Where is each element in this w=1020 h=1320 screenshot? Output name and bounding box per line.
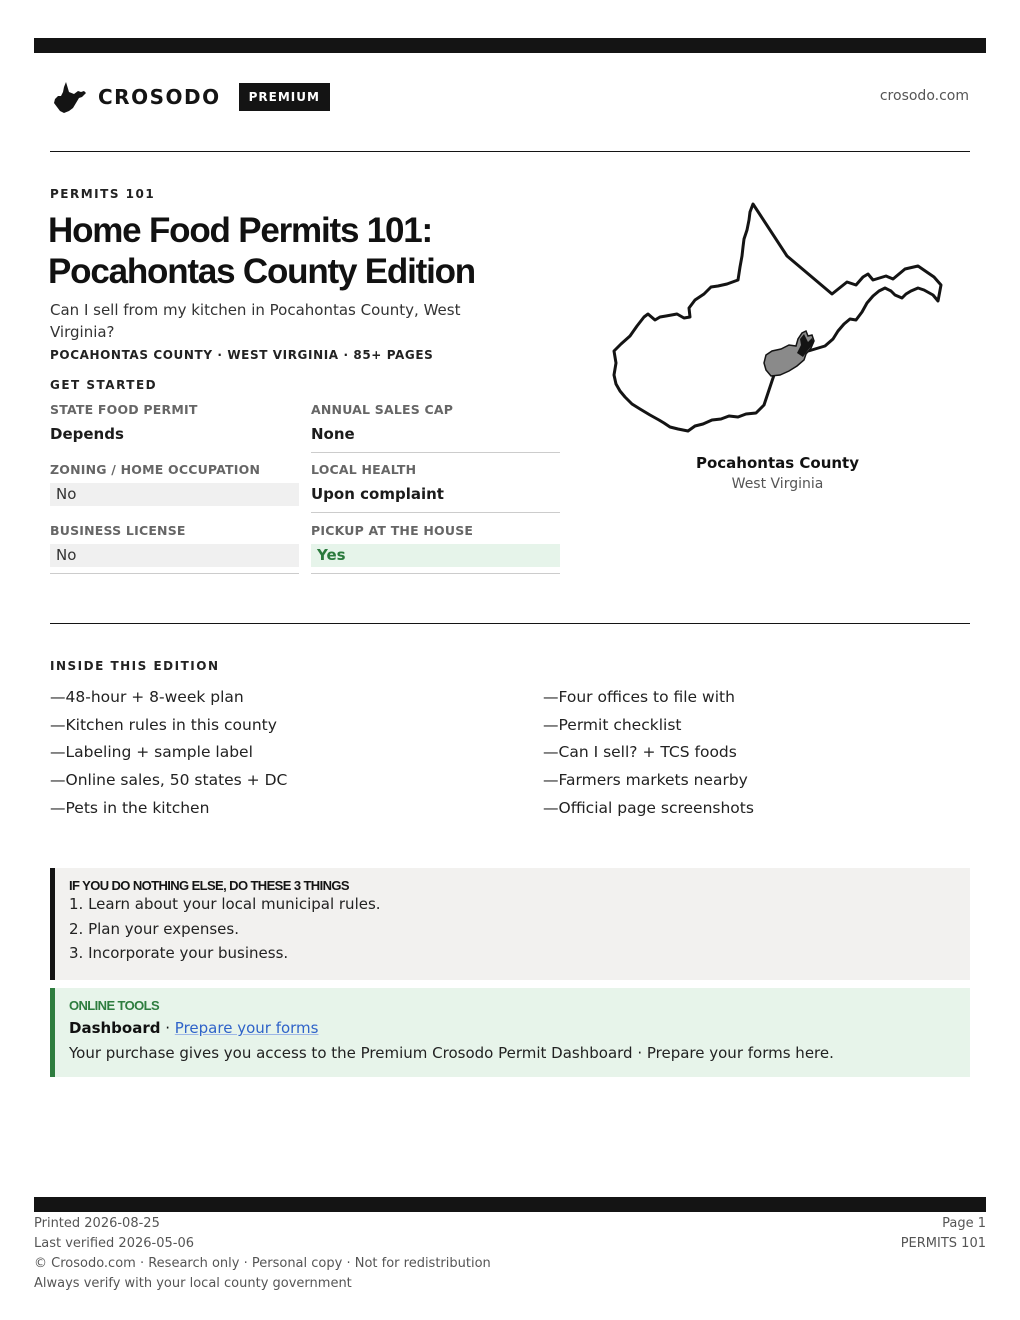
fact-zoning xyxy=(50,462,299,506)
state-boundary xyxy=(614,204,941,431)
fact-local-health xyxy=(311,462,560,513)
divider xyxy=(311,573,560,574)
footer-left xyxy=(34,1214,491,1294)
dashboard-line xyxy=(69,1019,970,1037)
must-do-callout xyxy=(50,868,970,980)
contents-item: —Online sales, 50 states + DC xyxy=(50,771,288,790)
section-kicker: PERMITS 101 xyxy=(50,187,156,201)
get-started-heading: GET STARTED xyxy=(50,378,158,392)
fact-value: Depends xyxy=(50,425,124,443)
map-state-label: West Virginia xyxy=(731,476,824,492)
copyright-notice: © Crosodo.com · Research only · Personal copy · Not for redistribution xyxy=(34,1256,491,1271)
contents-list-right xyxy=(543,686,754,824)
map-county-label: Pocahontas County xyxy=(695,454,860,472)
bottom-bar xyxy=(34,1197,986,1212)
contents-list-left xyxy=(50,686,287,824)
fact-label: ZONING / HOME OCCUPATION xyxy=(50,462,261,477)
footer-section: PERMITS 101 xyxy=(900,1236,986,1251)
contents-item: —Farmers markets nearby xyxy=(543,771,748,790)
west-virginia-outline xyxy=(600,195,950,445)
fact-state-food-permit xyxy=(50,402,299,446)
brand-header xyxy=(52,80,330,114)
top-bar xyxy=(34,38,986,53)
contents-item: —Can I sell? + TCS foods xyxy=(543,743,737,762)
site-url[interactable]: crosodo.com xyxy=(879,88,969,104)
title-line-2: Pocahontas County Edition xyxy=(48,252,475,291)
state-map xyxy=(600,195,950,445)
divider xyxy=(311,512,560,513)
printed-date: Printed 2026-08-25 xyxy=(34,1216,160,1231)
fact-pickup xyxy=(311,523,560,574)
contents-item: —Kitchen rules in this county xyxy=(50,715,277,734)
contents-item: —Pets in the kitchen xyxy=(50,798,210,817)
fact-business-license xyxy=(50,523,299,574)
page-title xyxy=(48,210,568,292)
section-divider xyxy=(50,623,970,624)
fact-label: LOCAL HEALTH xyxy=(311,462,417,477)
west-virginia-state-icon xyxy=(52,80,88,114)
page-subtitle: Can I sell from my kitchen in Pocahontas County, West Virginia? xyxy=(50,301,461,341)
callout-step: 3. Incorporate your business. xyxy=(69,944,289,962)
premium-badge: PREMIUM xyxy=(239,83,330,111)
fact-label: PICKUP AT THE HOUSE xyxy=(311,523,474,538)
fact-label: BUSINESS LICENSE xyxy=(50,523,186,538)
edition-meta: POCAHONTAS COUNTY · WEST VIRGINIA · 85+ PAGES xyxy=(50,348,434,362)
footer-right xyxy=(901,1214,986,1254)
header-divider xyxy=(50,151,970,152)
divider xyxy=(311,452,560,453)
fact-label: STATE FOOD PERMIT xyxy=(50,402,198,417)
callout-heading: ONLINE TOOLS xyxy=(69,998,160,1013)
separator: · xyxy=(160,1019,175,1037)
fact-value: Yes xyxy=(311,544,560,567)
divider xyxy=(50,573,299,574)
dashboard-description: Your purchase gives you access to the Premium Crosodo Permit Dashboard · Prepare your forms here. xyxy=(69,1044,834,1062)
contents-item: —Four offices to file with xyxy=(543,688,735,706)
verify-advice: Always verify with your local county government xyxy=(34,1276,352,1291)
fact-value: No xyxy=(50,544,299,567)
contents-item: —48-hour + 8-week plan xyxy=(50,688,244,706)
page-number: Page 1 xyxy=(942,1216,986,1231)
title-line-1: Home Food Permits 101: xyxy=(48,211,432,250)
contents-item: —Official page screenshots xyxy=(543,798,754,817)
contents-item: —Labeling + sample label xyxy=(50,743,253,762)
callout-step: 1. Learn about your local municipal rules. xyxy=(69,895,381,913)
inside-heading: INSIDE THIS EDITION xyxy=(50,659,220,673)
online-tools-callout xyxy=(50,988,970,1077)
verified-date: Last verified 2026-05-06 xyxy=(34,1236,194,1251)
brand-name: CROSODO xyxy=(98,85,221,109)
dashboard-label: Dashboard xyxy=(69,1019,161,1037)
fact-annual-sales-cap xyxy=(311,402,560,453)
fact-value: No xyxy=(50,483,299,506)
callout-heading: IF YOU DO NOTHING ELSE, DO THESE 3 THINGS xyxy=(69,878,349,893)
callout-step: 2. Plan your expenses. xyxy=(69,919,239,938)
contents-item: —Permit checklist xyxy=(543,715,682,734)
fact-value: None xyxy=(311,425,355,443)
fact-label: ANNUAL SALES CAP xyxy=(311,402,454,417)
fact-value: Upon complaint xyxy=(311,485,444,503)
prepare-forms-link[interactable]: Prepare your forms xyxy=(174,1019,319,1037)
